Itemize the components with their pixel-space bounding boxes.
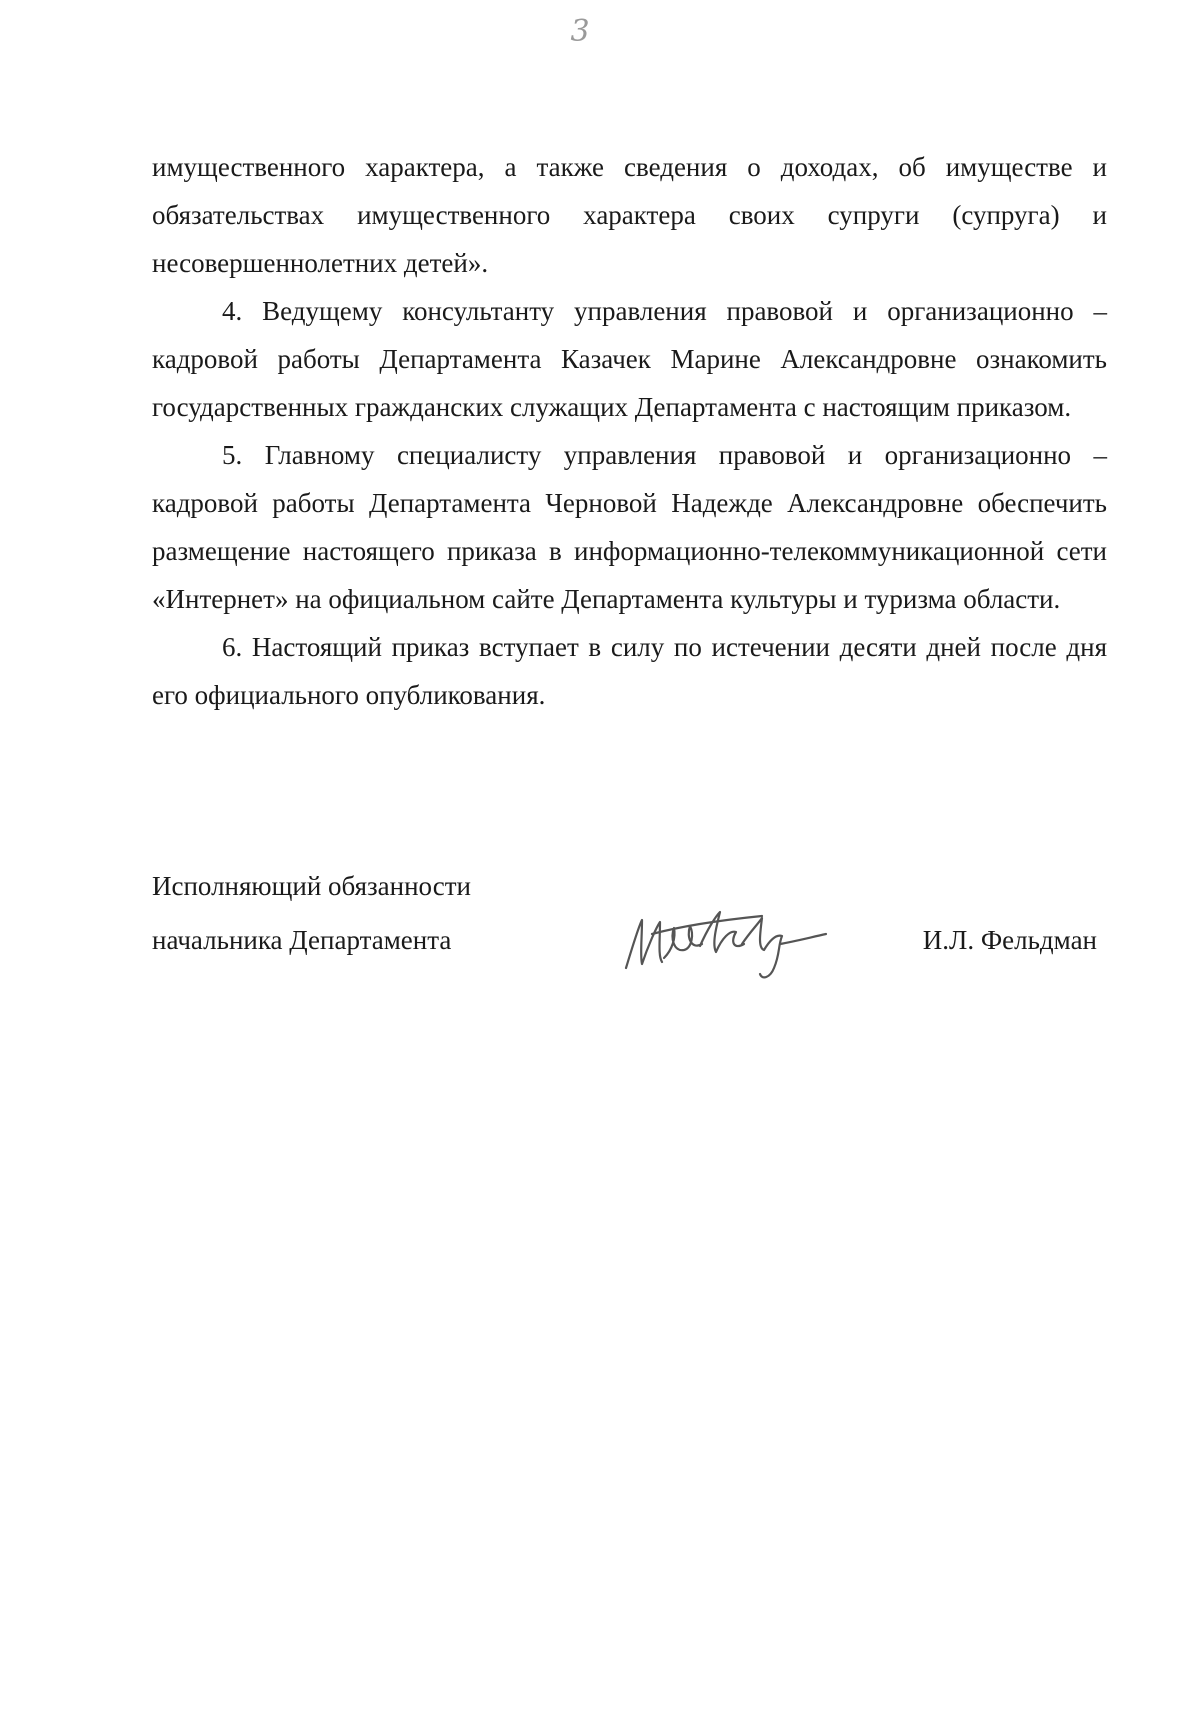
document-body: [152, 143, 1107, 719]
paragraph-item-5: 5. Главному специалисту управления правовой и организационно – кадровой работы Департамента Черновой Надежде Александровне обеспечить размещение настоящего приказа в информационно-телекоммуникационной сети «Интернет» на официальном сайте Департамента культуры и туризма области.: [152, 440, 1107, 614]
signature-block: [152, 868, 1107, 988]
paragraph-item-6: 6. Настоящий приказ вступает в силу по истечении десяти дней после дня его официального опубликования.: [152, 632, 1107, 710]
signatory-title-line-1: Исполняющий обязанности: [152, 871, 471, 901]
paragraph-item-4: 4. Ведущему консультанту управления правовой и организационно – кадровой работы Департамента Казачек Марине Александровне ознакомить государственных гражданских служащих Департамента с настоящим приказом.: [152, 296, 1107, 422]
signatory-name: И.Л. Фельдман: [922, 925, 1097, 955]
handwritten-signature: [612, 898, 852, 988]
paragraph-continuation: имущественного характера, а также сведения о доходах, об имуществе и обязательствах имущественного характера своих супруги (супруга) и несовершеннолетних детей».: [152, 152, 1107, 278]
page-number: 3: [570, 14, 590, 49]
signatory-title-line-2: начальника Департамента: [152, 925, 452, 955]
